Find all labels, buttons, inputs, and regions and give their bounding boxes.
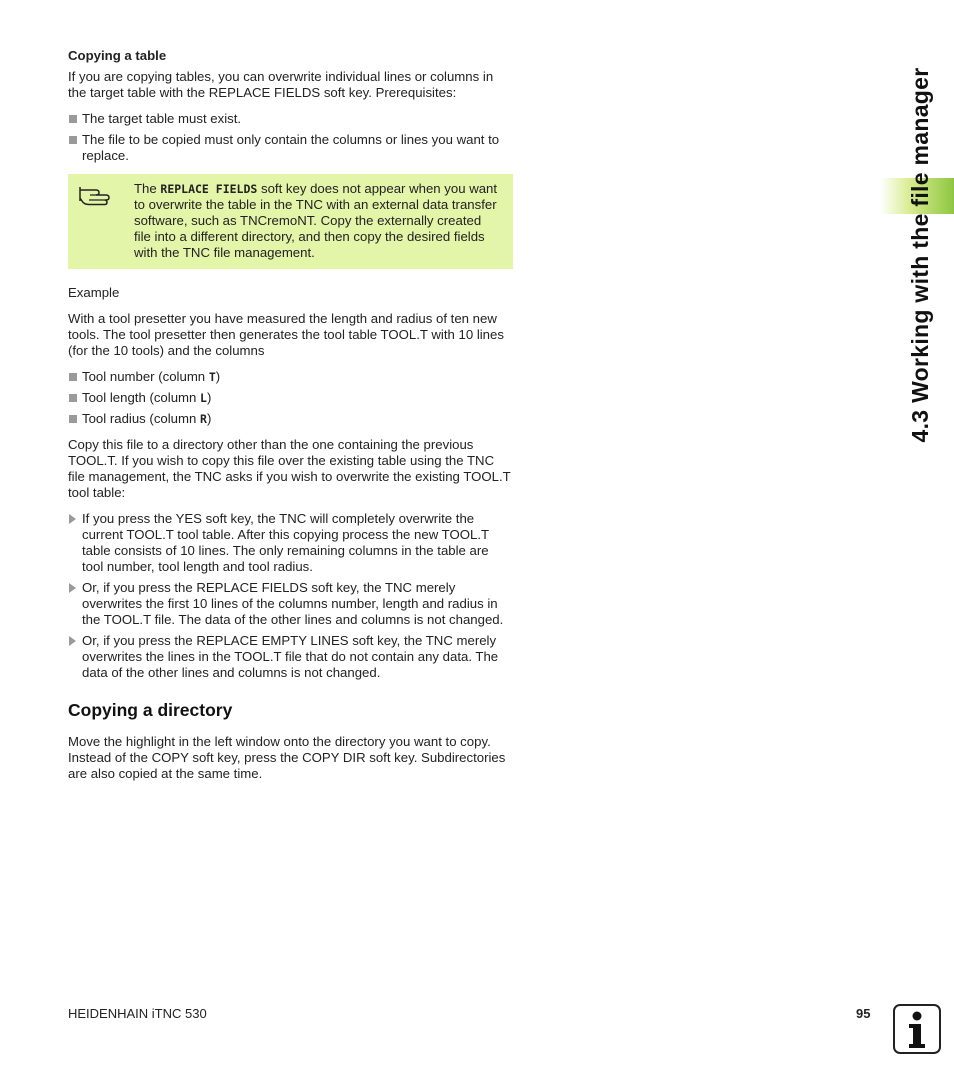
note-box [68, 174, 513, 269]
example-paragraph: With a tool presetter you have measured the length and radius of ten new tools. The tool presetter then generates the tool table TOOL.T with 10 lines (for the 10 tools) and the columns [68, 311, 504, 358]
directory-paragraph: Move the highlight in the left window onto the directory you want to copy. Instead of the COPY soft key, press the COPY DIR soft key. Subdirectories are also copied at the same time. [68, 734, 506, 781]
page-number: 95 [856, 1006, 871, 1021]
chapter-title: 4.3 Working with the file manager [907, 67, 933, 443]
pointing-hand-icon [78, 182, 114, 208]
prerequisites-list [68, 111, 513, 164]
list-item [68, 369, 513, 385]
column-text: Tool length (column [82, 390, 201, 405]
list-item [68, 390, 513, 406]
softkey-replace-fields: REPLACE FIELDS [160, 182, 258, 196]
column-text-end: ) [206, 411, 212, 426]
list-item: Or, if you press the REPLACE EMPTY LINES soft key, the TNC merely overwrites the lines in the TOOL.T file that do not contain any data. The data of the other lines and columns is not changed. [68, 633, 513, 681]
list-item: Or, if you press the REPLACE FIELDS soft key, the TNC merely overwrites the first 10 lines of the columns number, length and radius in the TOOL.T file. The data of the other lines and columns is not changed. [68, 580, 513, 628]
columns-list [68, 369, 513, 427]
info-i-glyph [895, 1006, 939, 1052]
note-text-post: soft key does not appear when you want to overwrite the table in the TNC with an external data transfer software, such as TNCremoNT. Copy the externally created file into a different directory, and then copy the desired fields with the TNC file management. [134, 181, 498, 260]
column-text-end: ) [206, 390, 212, 405]
intro-paragraph: If you are copying tables, you can overwrite individual lines or columns in the target table with the REPLACE FIELDS soft key. Prerequisites: [68, 69, 494, 100]
main-content [68, 48, 513, 792]
column-key: R [200, 412, 207, 426]
section-heading-copying-directory: Copying a directory [68, 700, 233, 720]
column-key: L [200, 391, 207, 405]
info-icon [893, 1004, 941, 1054]
column-text: Tool number (column [82, 369, 209, 384]
list-item: If you press the YES soft key, the TNC will completely overwrite the current TOOL.T tool table. After this copying process the new TOOL.T table consists of 10 lines. The only remaining columns in the table are tool number, tool length and tool radius. [68, 511, 513, 575]
list-item: The file to be copied must only contain the columns or lines you want to replace. [68, 132, 513, 164]
list-item: The target table must exist. [68, 111, 513, 127]
footer-product: HEIDENHAIN iTNC 530 [68, 1006, 207, 1021]
options-list [68, 511, 513, 681]
chapter-sidebar [880, 40, 954, 470]
copy-paragraph: Copy this file to a directory other than the one containing the previous TOOL.T. If you wish to copy this file over the existing table using the TNC file management, the TNC asks if you wish to overwrite the existing TOOL.T tool table: [68, 437, 511, 500]
section-heading-copying-table: Copying a table [68, 48, 167, 63]
example-label: Example [68, 285, 120, 300]
column-text: Tool radius (column [82, 411, 201, 426]
list-item [68, 411, 513, 427]
note-text-pre: The [134, 181, 161, 196]
column-key: T [208, 370, 216, 384]
column-text-end: ) [215, 369, 221, 384]
